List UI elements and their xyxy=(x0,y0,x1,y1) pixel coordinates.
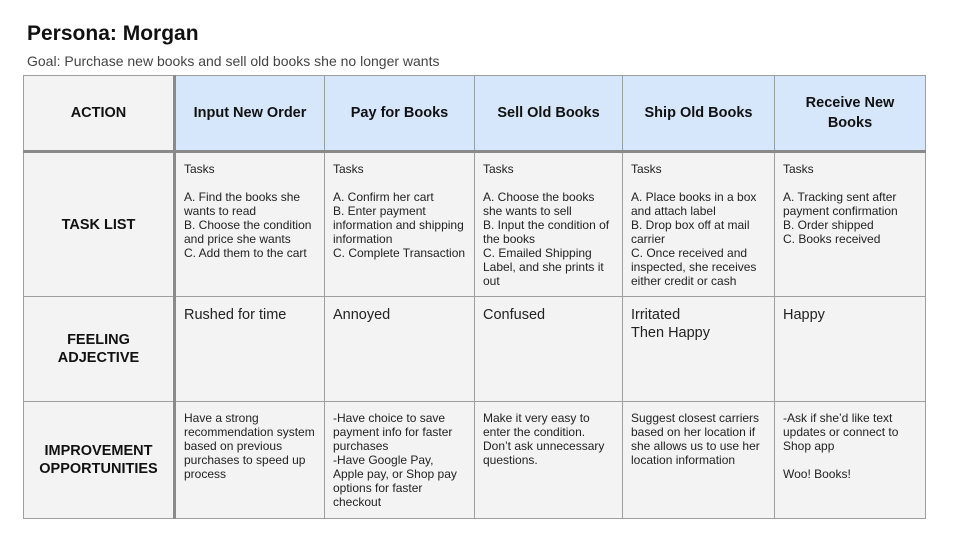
journey-map-table xyxy=(23,75,926,519)
stage-header xyxy=(623,76,775,152)
stage-name-line: Ship Old Books xyxy=(644,105,753,121)
tasks-label: Tasks xyxy=(333,162,364,176)
improvement-text: Make it very easy to enter the condition. Don’t ask unnecessary questions. xyxy=(483,411,605,467)
task-item: C. Complete Transaction xyxy=(333,246,466,260)
improvement-cell xyxy=(775,402,926,519)
row-label-line: FEELING xyxy=(67,332,130,348)
task-cell xyxy=(775,152,926,297)
task-item: B. Drop box off at mail carrier xyxy=(631,218,750,246)
improvement-text: -Have Google Pay, Apple pay, or Shop pay options for faster checkout xyxy=(333,453,457,509)
row-label-line: ADJECTIVE xyxy=(57,350,140,366)
improvement-text: Suggest closest carriers based on her location if she allows us to use her location information xyxy=(631,411,760,467)
improvement-text: Woo! Books! xyxy=(783,467,851,481)
row-label-action: ACTION xyxy=(24,76,175,152)
task-item: B. Input the condition of the books xyxy=(483,218,610,246)
task-cell xyxy=(475,152,623,297)
stage-name-line: Books xyxy=(827,115,873,131)
feeling-text: Annoyed xyxy=(333,307,391,323)
task-item: B. Choose the condition and price she wants xyxy=(184,218,312,246)
persona-goal: Goal: Purchase new books and sell old books she no longer wants xyxy=(27,53,440,69)
stage-header xyxy=(175,76,325,152)
feeling-text: Rushed for time xyxy=(184,307,287,323)
tasks-label: Tasks xyxy=(783,162,814,176)
feeling-cell xyxy=(475,297,623,402)
feeling-row xyxy=(24,297,926,402)
stage-name-line: Receive New xyxy=(805,95,895,111)
row-label-line: OPPORTUNITIES xyxy=(39,461,158,477)
stage-header xyxy=(775,76,926,152)
row-label-feeling xyxy=(24,297,175,402)
persona-title: Persona: Morgan xyxy=(27,22,199,45)
improvement-text: Have a strong recommendation system based on previous purchases to speed up process xyxy=(184,411,315,481)
task-item: A. Tracking sent after payment confirmation xyxy=(783,190,898,218)
task-item: A. Find the books she wants to read xyxy=(184,190,301,218)
task-cell xyxy=(623,152,775,297)
improvement-cell xyxy=(475,402,623,519)
task-item: C. Emailed Shipping Label, and she prints it out xyxy=(483,246,604,288)
feeling-cell xyxy=(175,297,325,402)
task-cell xyxy=(175,152,325,297)
feeling-text: Confused xyxy=(483,307,546,323)
task-cell xyxy=(325,152,475,297)
improvement-row xyxy=(24,402,926,519)
tasks-label: Tasks xyxy=(631,162,662,176)
feeling-cell xyxy=(623,297,775,402)
improvement-text: -Ask if she’d like text updates or connect to Shop app xyxy=(783,411,899,453)
improvement-cell xyxy=(175,402,325,519)
feeling-text: Then Happy xyxy=(631,325,710,341)
row-label-improvement xyxy=(24,402,175,519)
feeling-text: Irritated xyxy=(631,307,681,323)
task-item: C. Once received and inspected, she receives either credit or cash xyxy=(631,246,757,288)
row-label-task-list: TASK LIST xyxy=(24,152,175,297)
improvement-cell xyxy=(623,402,775,519)
stage-name-line: Input New Order xyxy=(193,105,307,121)
improvement-text: -Have choice to save payment info for faster purchases xyxy=(333,411,453,453)
stage-header xyxy=(475,76,623,152)
task-item: A. Place books in a box and attach label xyxy=(631,190,757,218)
task-item: A. Choose the books she wants to sell xyxy=(483,190,595,218)
task-list-row xyxy=(24,152,926,297)
task-item: B. Order shipped xyxy=(783,218,874,232)
feeling-text: Happy xyxy=(783,307,825,323)
tasks-label: Tasks xyxy=(184,162,215,176)
feeling-cell xyxy=(325,297,475,402)
task-item: B. Enter payment information and shipping information xyxy=(333,204,464,246)
action-row xyxy=(24,76,926,152)
stage-name-line: Pay for Books xyxy=(350,105,449,121)
improvement-cell xyxy=(325,402,475,519)
task-item: C. Add them to the cart xyxy=(184,246,307,260)
task-item: A. Confirm her cart xyxy=(333,190,434,204)
stage-header xyxy=(325,76,475,152)
row-label-line: IMPROVEMENT xyxy=(44,443,153,459)
feeling-cell xyxy=(775,297,926,402)
task-item: C. Books received xyxy=(783,232,881,246)
tasks-label: Tasks xyxy=(483,162,514,176)
stage-name-line: Sell Old Books xyxy=(497,105,600,121)
